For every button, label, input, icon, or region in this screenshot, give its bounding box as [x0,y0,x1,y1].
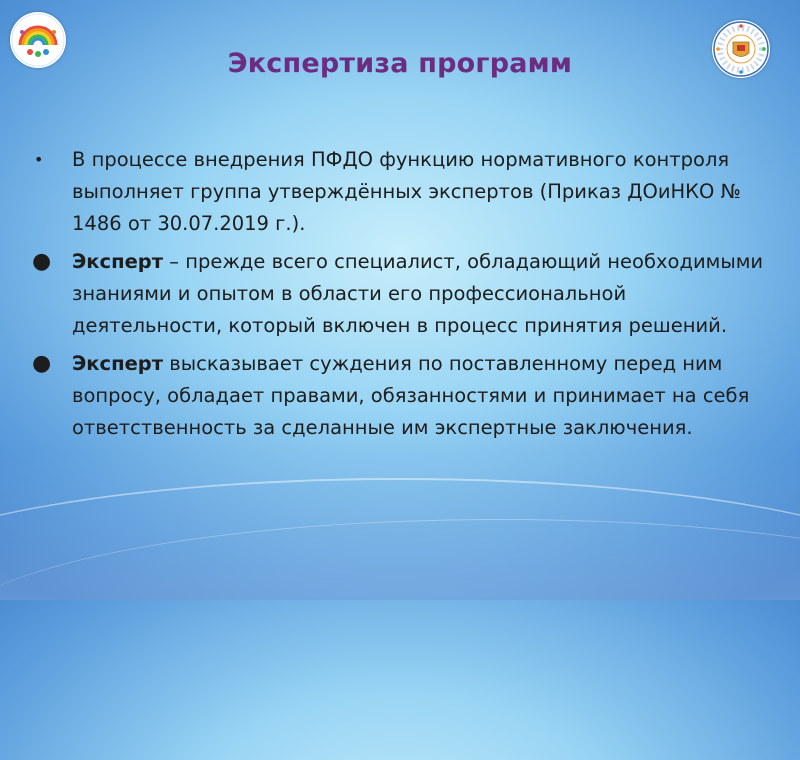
bullet-text: высказывает суждения по поставленному перед ним вопросу, обладает правами, обязанностями и принимает на себя ответственность за сделанные им экспертные заключения. [72,352,750,439]
bullet-text: В процессе внедрения ПФДО функцию нормативного контроля выполняет группа утверждённых экспертов (Приказ ДОиНКО № 1486 от 30.07.2019 г.). [72,148,741,235]
bullet-lead-term: Эксперт [72,250,164,273]
bullet-text: – прежде всего специалист, обладающий необходимыми знаниями и опытом в области его профессиональной деятельности, который включен в процесс принятия решений. [72,250,764,337]
bullet-marker: • [34,150,44,169]
bullet-list [30,144,780,450]
background-swoosh-secondary [0,519,800,760]
bullet-marker: ● [32,351,52,376]
slide-title: Экспертиза программ [227,48,573,79]
bullet-item [30,144,780,240]
bullet-item [30,246,780,342]
bullet-marker: ● [32,249,52,274]
bullet-lead-term: Эксперт [72,352,164,375]
bullet-item [30,348,780,444]
